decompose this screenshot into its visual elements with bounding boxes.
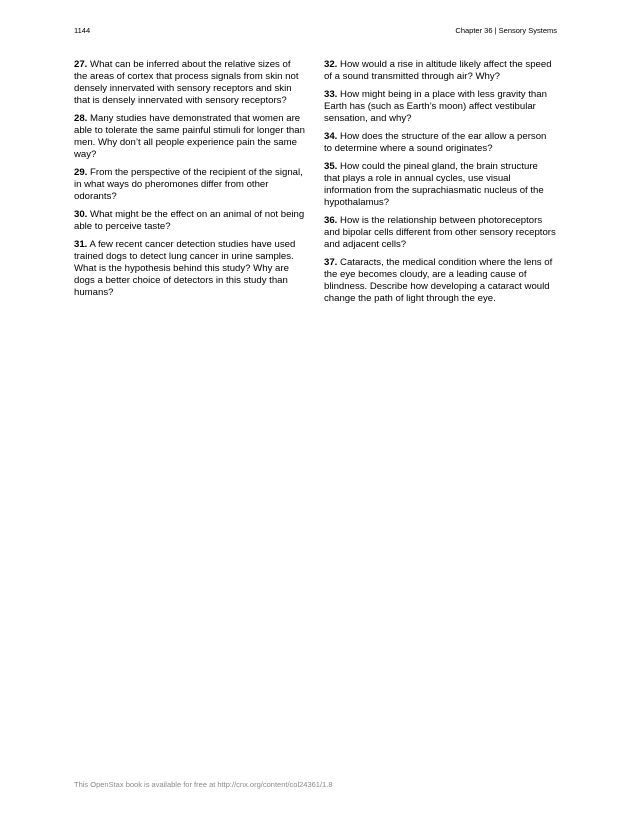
chapter-title: Sensory Systems [498, 26, 557, 35]
question-35 [324, 161, 556, 209]
question-number: 28. [74, 113, 88, 124]
question-34 [324, 131, 556, 155]
question-33 [324, 89, 556, 125]
question-text: What can be inferred about the relative sizes of the areas of cortex that process signals from skin not densely innervated with sensory receptors and skin that is densely innervated with sensory receptors? [74, 59, 299, 106]
question-number: 33. [324, 89, 338, 100]
question-number: 27. [74, 59, 88, 70]
left-column [74, 59, 306, 305]
question-text: A few recent cancer detection studies have used trained dogs to detect lung cancer in urine samples. What is the hypothesis behind this study? Why are dogs a better choice of detectors in this study than humans? [74, 239, 296, 298]
question-number: 34. [324, 131, 338, 142]
question-number: 36. [324, 215, 338, 226]
question-number: 31. [74, 239, 88, 250]
question-text: How might being in a place with less gravity than Earth has (such as Earth’s moon) affect vestibular sensation, and why? [324, 89, 547, 124]
question-number: 35. [324, 161, 338, 172]
question-number: 37. [324, 257, 338, 268]
running-head-separator: | [492, 26, 499, 35]
question-text: Many studies have demonstrated that women are able to tolerate the same painful stimuli for longer than men. Why don’t all people experience pain the same way? [74, 113, 305, 160]
question-text: Cataracts, the medical condition where the lens of the eye becomes cloudy, are a leading cause of blindness. Describe how developing a cataract would change the path of light through the eye. [324, 257, 553, 304]
question-number: 29. [74, 167, 88, 178]
footer-note: This OpenStax book is available for free at http://cnx.org/content/col24361/1.8 [74, 780, 333, 789]
running-head [455, 26, 557, 35]
question-36 [324, 215, 556, 251]
question-28 [74, 113, 306, 161]
question-text: How would a rise in altitude likely affect the speed of a sound transmitted through air? Why? [324, 59, 552, 82]
page-number: 1144 [74, 26, 91, 35]
question-37 [324, 257, 556, 305]
question-text: What might be the effect on an animal of not being able to perceive taste? [74, 209, 305, 232]
question-32 [324, 59, 556, 83]
right-column [324, 59, 556, 311]
question-number: 30. [74, 209, 88, 220]
question-text: How could the pineal gland, the brain structure that plays a role in annual cycles, use visual information from the suprachiasmatic nucleus of the hypothalamus? [324, 161, 544, 208]
question-29 [74, 167, 306, 203]
question-31 [74, 239, 306, 299]
question-text: From the perspective of the recipient of the signal, in what ways do pheromones differ from other odorants? [74, 167, 303, 202]
question-text: How is the relationship between photoreceptors and bipolar cells different from other sensory receptors and adjacent cells? [324, 215, 556, 250]
question-30 [74, 209, 306, 233]
question-27 [74, 59, 306, 107]
question-text: How does the structure of the ear allow a person to determine where a sound originates? [324, 131, 547, 154]
chapter-number: Chapter 36 [455, 26, 493, 35]
question-number: 32. [324, 59, 338, 70]
